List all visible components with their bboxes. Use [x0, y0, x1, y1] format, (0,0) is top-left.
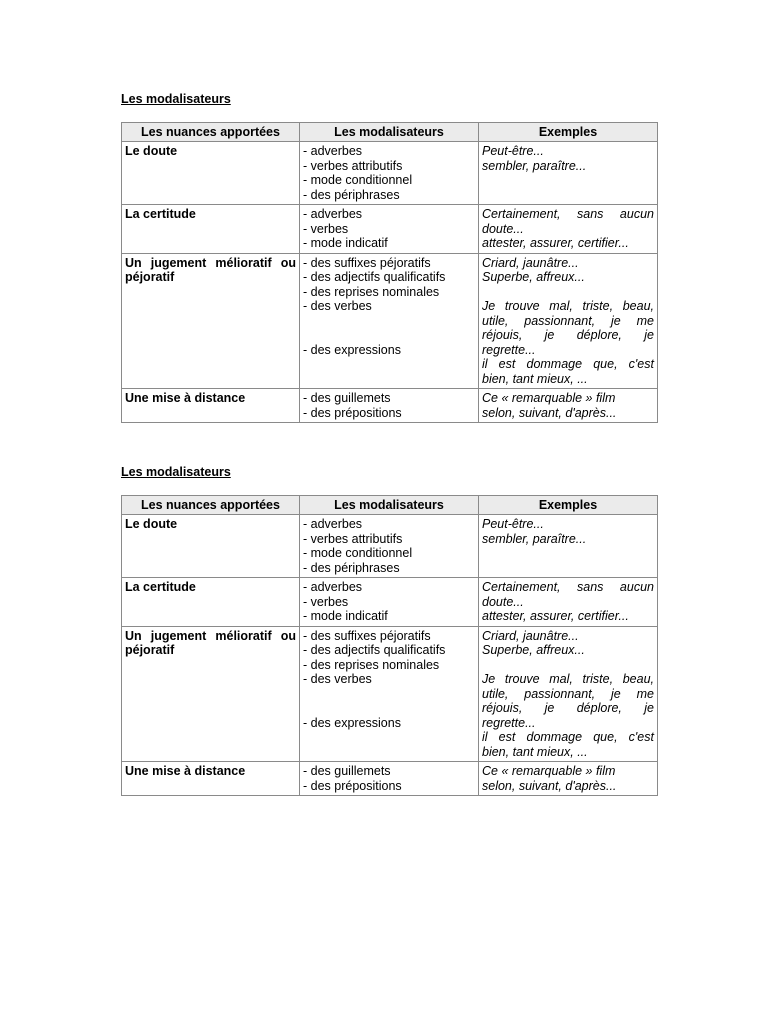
list-item: - adverbes — [303, 144, 363, 158]
nuance-cell: Le doute — [122, 142, 300, 205]
exemples-cell — [479, 626, 658, 762]
table-row — [122, 515, 658, 578]
example-line: Criard, jaunâtre... — [482, 628, 579, 643]
table-header-row — [122, 123, 658, 142]
example-line: attester, assurer, certifier... — [482, 236, 629, 250]
table-row — [122, 762, 658, 796]
list-item: - des périphrases — [303, 187, 400, 202]
header-modalisateurs: Les modalisateurs — [300, 496, 479, 515]
list-item: - verbes attributifs — [303, 158, 403, 173]
example-line: Ce « remarquable » film — [482, 391, 616, 405]
list-item: - des guillemets — [303, 764, 391, 778]
modalisateurs-cell — [300, 762, 479, 796]
list-item: - verbes — [303, 594, 349, 609]
list-item: - verbes — [303, 221, 349, 236]
exemples-cell — [479, 578, 658, 627]
nuance-cell: Une mise à distance — [122, 389, 300, 423]
example-line: doute... — [482, 594, 524, 609]
list-item: - adverbes — [303, 580, 363, 594]
exemples-cell — [479, 205, 658, 254]
table-row — [122, 253, 658, 389]
example-line: il est dommage que, c'est — [482, 357, 654, 371]
list-item: - des prépositions — [303, 405, 402, 420]
modalisateurs-cell — [300, 205, 479, 254]
modalisateurs-cell — [300, 389, 479, 423]
example-line: bien, tant mieux, ... — [482, 744, 588, 759]
example-line: Certainement, sans aucun — [482, 580, 654, 594]
table-row — [122, 205, 658, 254]
example-line: Superbe, affreux... — [482, 270, 585, 284]
list-item: - mode conditionnel — [303, 546, 413, 560]
example-line: Je trouve mal, triste, beau, — [482, 672, 654, 686]
list-item: - des prépositions — [303, 778, 402, 793]
list-item: - adverbes — [303, 207, 363, 221]
example-line: Ce « remarquable » film — [482, 764, 616, 778]
list-item: - mode indicatif — [303, 609, 388, 623]
list-item: - mode indicatif — [303, 236, 388, 250]
modalisateurs-section-2 — [121, 465, 657, 796]
nuance-cell: Un jugement mélioratif ou péjoratif — [122, 253, 300, 389]
section-heading: Les modalisateurs — [121, 465, 231, 479]
nuance-cell: La certitude — [122, 578, 300, 627]
modalisateurs-cell — [300, 578, 479, 627]
list-item: - des expressions — [303, 342, 401, 357]
modalisateurs-cell — [300, 142, 479, 205]
nuance-cell: Une mise à distance — [122, 762, 300, 796]
example-line: sembler, paraître... — [482, 158, 587, 173]
list-item: - des expressions — [303, 715, 401, 730]
table-row — [122, 142, 658, 205]
example-line: réjouis, je déplore, je — [482, 328, 654, 342]
list-item: - des verbes — [303, 672, 372, 686]
list-item: - des suffixes péjoratifs — [303, 255, 431, 270]
list-item: - des reprises nominales — [303, 657, 440, 672]
example-line: utile, passionnant, je me — [482, 313, 654, 328]
example-line: Criard, jaunâtre... — [482, 255, 579, 270]
example-line: réjouis, je déplore, je — [482, 701, 654, 715]
table-header-row — [122, 496, 658, 515]
example-line: sembler, paraître... — [482, 531, 587, 546]
nuance-cell: Un jugement mélioratif ou péjoratif — [122, 626, 300, 762]
table-row — [122, 626, 658, 762]
list-item: - mode conditionnel — [303, 173, 413, 187]
exemples-cell — [479, 762, 658, 796]
list-item: - des suffixes péjoratifs — [303, 628, 431, 643]
example-line: attester, assurer, certifier... — [482, 609, 629, 623]
exemples-cell — [479, 142, 658, 205]
example-line: selon, suivant, d'après... — [482, 778, 617, 793]
example-line: selon, suivant, d'après... — [482, 405, 617, 420]
list-item: - des guillemets — [303, 391, 391, 405]
list-item: - verbes attributifs — [303, 531, 403, 546]
list-item: - adverbes — [303, 517, 363, 531]
exemples-cell — [479, 389, 658, 423]
modalisateurs-cell — [300, 626, 479, 762]
header-exemples: Exemples — [479, 496, 658, 515]
header-nuances: Les nuances apportées — [122, 123, 300, 142]
header-modalisateurs: Les modalisateurs — [300, 123, 479, 142]
example-line: bien, tant mieux, ... — [482, 371, 588, 386]
table-row — [122, 389, 658, 423]
example-line: il est dommage que, c'est — [482, 730, 654, 744]
nuance-cell: Le doute — [122, 515, 300, 578]
header-nuances: Les nuances apportées — [122, 496, 300, 515]
example-line: Certainement, sans aucun — [482, 207, 654, 221]
table-row — [122, 578, 658, 627]
modalisateurs-section-1 — [121, 92, 657, 423]
list-item: - des adjectifs qualificatifs — [303, 643, 446, 657]
example-line: regrette... — [482, 715, 536, 730]
example-line: Je trouve mal, triste, beau, — [482, 299, 654, 313]
header-exemples: Exemples — [479, 123, 658, 142]
nuance-cell: La certitude — [122, 205, 300, 254]
exemples-cell — [479, 515, 658, 578]
example-line: Superbe, affreux... — [482, 643, 585, 657]
list-item: - des verbes — [303, 299, 372, 313]
example-line: utile, passionnant, je me — [482, 686, 654, 701]
modalisateurs-cell — [300, 253, 479, 389]
modalisateurs-table — [121, 495, 658, 796]
example-line: Peut-être... — [482, 517, 544, 531]
modalisateurs-table — [121, 122, 658, 423]
list-item: - des adjectifs qualificatifs — [303, 270, 446, 284]
example-line: regrette... — [482, 342, 536, 357]
example-line: Peut-être... — [482, 144, 544, 158]
list-item: - des reprises nominales — [303, 284, 440, 299]
list-item: - des périphrases — [303, 560, 400, 575]
example-line: doute... — [482, 221, 524, 236]
modalisateurs-cell — [300, 515, 479, 578]
exemples-cell — [479, 253, 658, 389]
section-heading: Les modalisateurs — [121, 92, 231, 106]
